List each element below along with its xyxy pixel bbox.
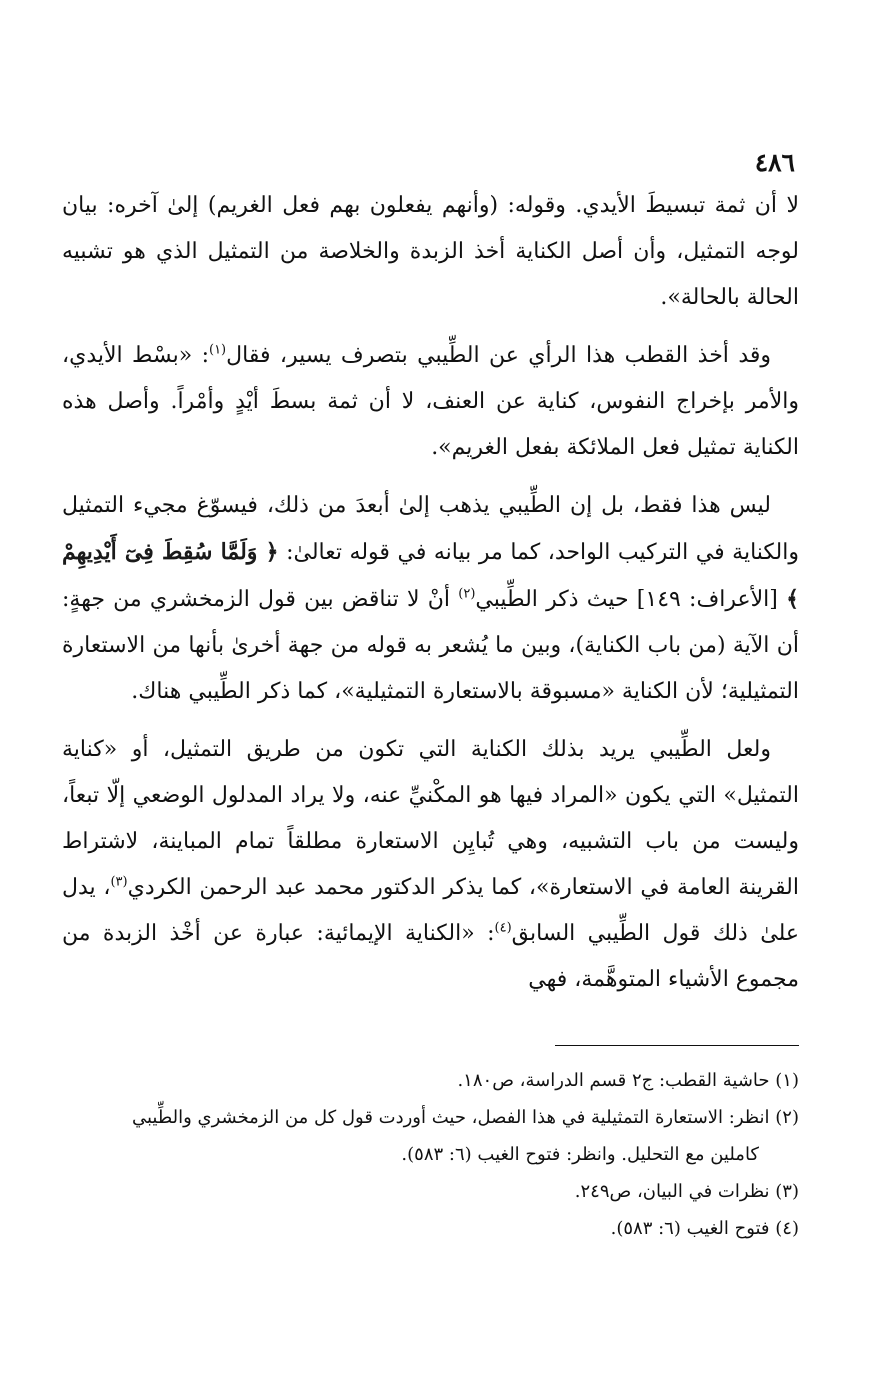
footnote-line: (١) حاشية القطب: ج٢ قسم الدراسة، ص١٨٠. [457,1070,799,1091]
text-run: : «بسْط الأيدي، والأمر بإخراج النفوس، كناية عن العنف، لا أن ثمة بسطَ أيْدٍ وأمْراً. وأصل هذه الكناية تمثيل فعل الملائكة بفعل الغريم». [62,343,799,460]
text-run: ، يدل علىٰ ذلك قول الطِّيبي السابق [62,875,799,946]
text-run: لا أن ثمة تبسيطَ الأيدي. وقوله: (وأنهم يفعلون بهم فعل الغريم) إلىٰ آخره: بيان لوجه التمثيل، وأن أصل الكناية أخذ الزبدة والخلاصة من التمثيل الذي هو تشبيه الحالة بالحالة». [62,193,799,310]
text-run: : «الكناية الإيمائية: عبارة عن أخْذ الزبدة من مجموع الأشياء المتوهَّمة، فهي [62,921,799,992]
footnote-ref: (٣) [110,874,128,890]
text-run: [الأعراف: ١٤٩] حيث ذكر الطِّيبي [475,587,787,612]
paragraph [62,483,799,715]
page-number: ٤٨٦ [754,148,795,177]
text-run: ولعل الطِّيبي يريد بذلك الكناية التي تكون من طريق التمثيل، أو «كناية التمثيل» التي يكون «المراد فيها هو المكْنيِّ عنه، ولا يراد المدلول الوضعي إلّا تبعاً، وليست من باب التشبيه، وهي تُبايِن الاستعارة مطلقاً تمام المباينة، لاشتراط القرينة العامة في الاستعارة»، كما يذكر الدكتور محمد عبد الرحمن الكردي [62,737,799,900]
footnotes [62,1064,799,1249]
footnote-line: كاملين مع التحليل. وانظر: فتوح الغيب (٦: ٥٨٣). [401,1144,759,1165]
paragraph [62,727,799,1003]
footnote-line: (٣) نظرات في البيان، ص٢٤٩. [574,1181,799,1202]
footnote-ref: (٤) [494,920,512,936]
paragraph [62,333,799,471]
footnote-divider [555,1045,799,1046]
text-run: ليس هذا فقط، بل إن الطِّيبي يذهب إلىٰ أبعدَ من ذلك، فيسوّغ مجيء التمثيل والكناية في التركيب الواحد، كما مر بيانه في قوله تعالىٰ: [62,493,799,565]
footnote-ref: (١) [208,342,227,358]
main-text [62,183,799,1015]
footnote-line: (٤) فتوح الغيب (٦: ٥٨٣). [610,1218,799,1239]
paragraph [62,183,799,321]
text-run: أنْ لا تناقض بين قول الزمخشري من جهةٍ: أن الآية (من باب الكناية)، وبين ما يُشعر به قوله من جهة أخرىٰ بأنها من الاستعارة التمثيلية؛ لأن الكناية «مسبوقة بالاستعارة التمثيلية»، كما ذكر الطِّيبي هناك. [62,587,799,704]
text-run: وقد أخذ القطب هذا الرأي عن الطِّيبي بتصرف يسير، فقال [226,343,772,368]
footnote-ref: (٢) [458,586,476,602]
footnote-line: (٢) انظر: الاستعارة التمثيلية في هذا الفصل، حيث أوردت قول كل من الزمخشري والطِّيبي [131,1107,799,1128]
quran-verse: ﴿ وَلَمَّا سُقِطَ فِىٓ أَيْدِيهِمْ ﴾ [62,539,799,612]
